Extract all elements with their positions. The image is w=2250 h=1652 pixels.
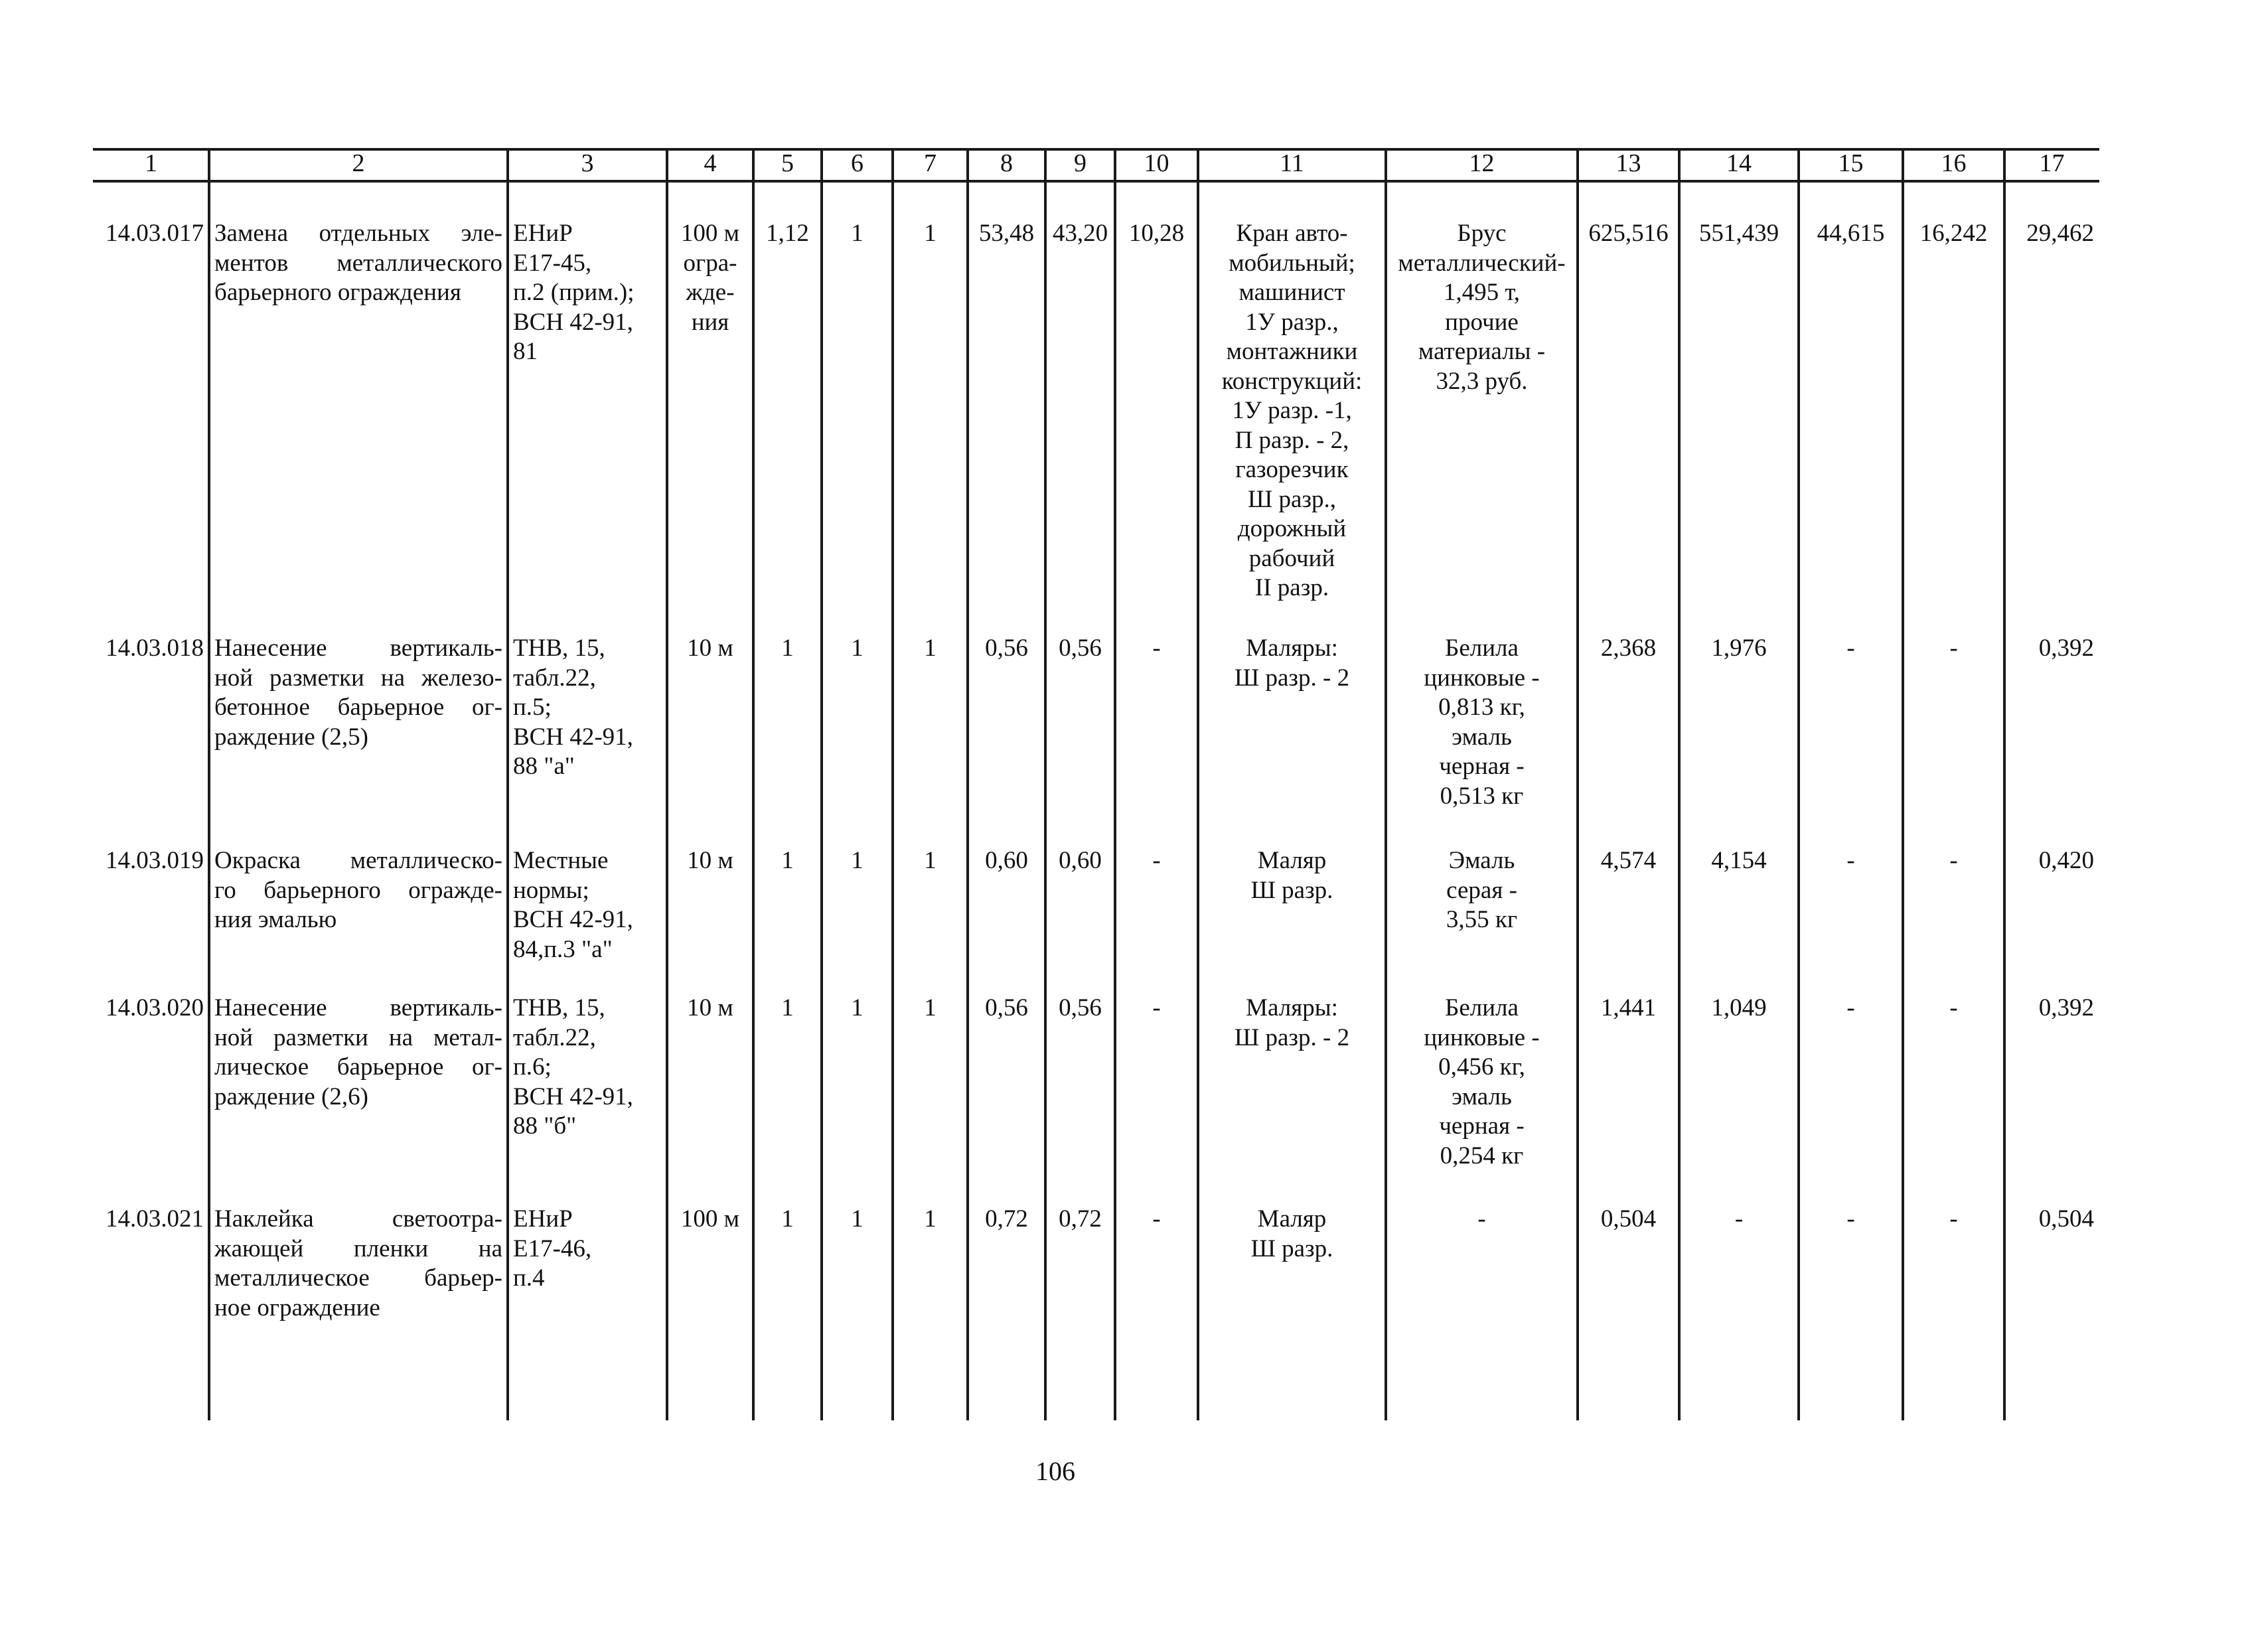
row-materials-line: 32,3 руб. [1436, 367, 1528, 395]
row-col-16 [1908, 219, 1999, 249]
row-col-14 [1685, 846, 1793, 876]
row-col-6-line: 1 [851, 1205, 863, 1233]
row-col-16 [1908, 846, 1999, 876]
row-norm-reference-line: Местные [513, 847, 609, 874]
row-col-15-line: - [1846, 1205, 1855, 1233]
row-norm-reference-line: ВСН 42-91, [513, 906, 633, 933]
row-unit [672, 634, 748, 664]
row-col-10 [1120, 634, 1193, 664]
row-col-17 [2010, 634, 2094, 664]
row-unit-line: ния [691, 308, 729, 336]
column-divider [506, 148, 509, 1420]
row-work-name-line: жающей пленки на [214, 1235, 502, 1262]
column-header-9: 9 [1074, 149, 1087, 177]
row-unit-line: огра- [683, 249, 737, 277]
row-col-8 [973, 994, 1040, 1023]
row-norm-reference-line: 88 "а" [513, 753, 575, 780]
row-norm-reference-line: нормы; [513, 876, 589, 904]
row-col-15 [1804, 994, 1898, 1023]
row-col-5-line: 1 [781, 847, 794, 874]
row-work-name-line: раждение (2,6) [214, 1083, 368, 1110]
row-norm-reference-line: 84,п.3 "а" [513, 935, 613, 963]
row-materials [1391, 634, 1572, 811]
row-workers-line: 1У разр., [1245, 308, 1339, 336]
row-norm-reference [513, 219, 662, 367]
row-col-5 [759, 219, 816, 249]
row-workers-line: газорезчик [1235, 456, 1349, 483]
row-norm-reference-line: табл.22, [513, 664, 596, 692]
row-col-13 [1583, 846, 1674, 876]
row-norm-reference-line: ВСН 42-91, [513, 308, 633, 336]
row-col-13-line: 2,368 [1600, 635, 1657, 662]
row-col-13 [1583, 634, 1674, 664]
row-col-9-line: 0,72 [1059, 1205, 1102, 1233]
row-code [98, 1205, 204, 1235]
row-col-13 [1583, 1205, 1674, 1235]
row-col-10-line: 10,28 [1128, 220, 1185, 247]
row-materials-line: цинковые - [1424, 1023, 1540, 1051]
row-workers [1203, 1205, 1381, 1264]
row-workers-line: Кран авто- [1236, 220, 1348, 247]
row-materials-line: цинковые - [1424, 664, 1540, 692]
row-col-15-line: - [1846, 635, 1855, 662]
row-col-8 [973, 1205, 1040, 1235]
row-col-9 [1051, 994, 1110, 1023]
row-col-8-line: 53,48 [978, 220, 1035, 247]
row-col-17-line: 0,392 [2038, 994, 2094, 1021]
column-divider [666, 148, 668, 1420]
column-header-7: 7 [924, 149, 937, 177]
row-unit-line: 100 м [680, 1205, 740, 1233]
row-col-9-line: 0,56 [1059, 994, 1102, 1021]
row-col-17 [2010, 219, 2094, 249]
row-materials-line: черная - [1439, 1112, 1525, 1140]
row-materials-line: черная - [1439, 753, 1525, 780]
row-col-15-line: 44,615 [1817, 220, 1885, 247]
row-col-10-line: - [1152, 847, 1161, 874]
column-divider [1797, 148, 1800, 1420]
row-materials-line: 0,813 кг, [1438, 694, 1525, 721]
row-workers-line: Ш разр. [1250, 1235, 1333, 1262]
row-materials [1391, 219, 1572, 396]
row-norm-reference-line: ВСН 42-91, [513, 1083, 633, 1110]
row-work-name [214, 846, 502, 935]
row-col-14-line: - [1734, 1205, 1744, 1233]
row-col-6 [827, 1205, 887, 1235]
column-header-1: 1 [145, 149, 157, 177]
row-col-17-line: 0,504 [2038, 1205, 2094, 1233]
row-col-16-line: - [1949, 847, 1958, 874]
row-col-8 [973, 219, 1040, 249]
row-unit-line: жде- [686, 279, 735, 306]
row-work-name-line: Замена отдельных эле- [214, 220, 502, 247]
column-divider [752, 148, 755, 1420]
row-workers-line: Ш разр. [1250, 876, 1333, 904]
row-materials-line: эмаль [1452, 723, 1512, 751]
row-col-14-line: 551,439 [1698, 220, 1779, 247]
row-unit-line: 10 м [687, 847, 733, 874]
row-norm-reference-line: Е17-46, [513, 1235, 592, 1262]
row-norm-reference-line: ТНВ, 15, [513, 635, 605, 662]
row-workers-line: Ш разр. - 2 [1234, 664, 1350, 692]
row-col-14 [1685, 219, 1793, 249]
row-workers-line: П разр. - 2, [1235, 426, 1349, 454]
row-code [98, 634, 204, 664]
row-col-6-line: 1 [851, 635, 863, 662]
row-norm-reference [513, 846, 662, 964]
row-col-15 [1804, 634, 1898, 664]
row-workers [1203, 846, 1381, 905]
row-materials-line: серая - [1446, 876, 1517, 904]
row-col-16-line: - [1949, 994, 1958, 1021]
column-header-2: 2 [352, 149, 365, 177]
row-work-name-line: Окраска металлическо- [214, 847, 502, 874]
row-col-17-line: 29,462 [2026, 220, 2094, 247]
row-col-5 [759, 846, 816, 876]
column-divider [1385, 148, 1387, 1420]
row-workers [1203, 634, 1381, 693]
row-norm-reference-line: Е17-45, [513, 249, 592, 277]
row-code [98, 846, 204, 876]
row-workers-line: рабочий [1248, 544, 1335, 572]
row-col-17-line: 0,392 [2038, 635, 2094, 662]
page-number: 106 [1035, 1456, 1075, 1486]
row-col-13-line: 0,504 [1600, 1205, 1657, 1233]
row-materials-line: прочие [1445, 308, 1519, 336]
row-workers-line: Ш разр. - 2 [1234, 1023, 1350, 1051]
row-col-9-line: 0,60 [1059, 847, 1102, 874]
row-col-9 [1051, 846, 1110, 876]
row-workers-line: монтажники [1226, 338, 1358, 365]
row-col-16 [1908, 634, 1999, 664]
row-workers-line: Маляры: [1246, 994, 1338, 1021]
row-col-7 [898, 1205, 962, 1235]
row-norm-reference-line: табл.22, [513, 1023, 596, 1051]
row-col-5 [759, 634, 816, 664]
row-work-name-line: лическое барьерное ог- [214, 1053, 502, 1081]
row-work-name-line: ментов металлического [214, 249, 502, 277]
row-col-14 [1685, 634, 1793, 664]
row-materials-line: - [1477, 1205, 1486, 1233]
row-workers-line: 1У разр. -1, [1232, 397, 1352, 424]
row-work-name-line: ния эмалью [214, 906, 337, 933]
column-header-4: 4 [704, 149, 717, 177]
row-col-8 [973, 846, 1040, 876]
row-col-14-line: 1,049 [1711, 994, 1767, 1021]
column-divider [1576, 148, 1579, 1420]
row-norm-reference-line: п.2 (прим.); [513, 279, 635, 306]
row-col-13 [1583, 994, 1674, 1023]
row-col-17 [2010, 994, 2094, 1023]
row-col-8-line: 0,56 [985, 994, 1028, 1021]
row-work-name-line: металлическое барьер- [214, 1264, 502, 1292]
row-norm-reference-line: п.4 [513, 1264, 545, 1292]
row-unit [672, 994, 748, 1023]
row-workers-line: машинист [1238, 279, 1345, 306]
row-col-17-line: 0,420 [2038, 847, 2094, 874]
column-divider [891, 148, 894, 1420]
column-header-3: 3 [581, 149, 594, 177]
row-materials [1391, 994, 1572, 1171]
row-norm-reference-line: п.6; [513, 1053, 552, 1081]
row-col-6 [827, 219, 887, 249]
row-materials-line: эмаль [1452, 1083, 1512, 1110]
row-col-9 [1051, 1205, 1110, 1235]
column-divider [1114, 148, 1116, 1420]
row-work-name [214, 994, 502, 1112]
row-norm-reference-line: ТНВ, 15, [513, 994, 605, 1021]
row-workers-line: дорожный [1237, 515, 1347, 542]
column-header-14: 14 [1726, 149, 1752, 177]
column-divider [1197, 148, 1199, 1420]
row-col-16 [1908, 994, 1999, 1023]
row-code [98, 219, 204, 249]
row-col-8 [973, 634, 1040, 664]
row-materials-line: Белила [1445, 635, 1519, 662]
row-col-7 [898, 634, 962, 664]
row-work-name [214, 634, 502, 752]
row-materials [1391, 846, 1572, 935]
column-divider [820, 148, 823, 1420]
row-materials-line: 0,254 кг [1440, 1142, 1524, 1169]
row-col-6 [827, 846, 887, 876]
row-col-6 [827, 634, 887, 664]
column-divider [2003, 148, 2006, 1420]
row-workers-line: мобильный; [1229, 249, 1355, 277]
row-col-8-line: 0,72 [985, 1205, 1028, 1233]
row-work-name-line: Нанесение вертикаль- [214, 994, 502, 1021]
row-col-17 [2010, 1205, 2094, 1235]
row-materials-line: 0,513 кг [1440, 782, 1524, 810]
row-norm-reference-line: 88 "б" [513, 1112, 577, 1140]
row-col-9-line: 0,56 [1059, 635, 1102, 662]
row-col-5-line: 1 [781, 994, 794, 1021]
row-code [98, 994, 204, 1023]
row-code-line: 14.03.017 [106, 220, 204, 247]
row-work-name-line: раждение (2,5) [214, 723, 368, 751]
row-col-6-line: 1 [851, 220, 863, 247]
column-header-11: 11 [1280, 149, 1304, 177]
row-col-7-line: 1 [924, 994, 937, 1021]
row-norm-reference-line: 81 [513, 338, 538, 365]
row-col-6 [827, 994, 887, 1023]
row-code-line: 14.03.020 [106, 994, 204, 1021]
row-norm-reference-line: п.5; [513, 694, 552, 721]
row-code-line: 14.03.019 [106, 847, 204, 874]
column-divider [966, 148, 969, 1420]
column-divider [1678, 148, 1681, 1420]
row-norm-reference [513, 634, 662, 782]
column-header-13: 13 [1615, 149, 1641, 177]
row-code-line: 14.03.018 [106, 635, 204, 662]
row-workers-line: Маляр [1257, 1205, 1327, 1233]
column-header-16: 16 [1941, 149, 1967, 177]
row-col-16 [1908, 1205, 1999, 1235]
row-col-17 [2010, 846, 2094, 876]
column-divider [208, 148, 210, 1420]
row-col-13 [1583, 219, 1674, 249]
row-col-7-line: 1 [924, 220, 937, 247]
column-header-6: 6 [851, 149, 863, 177]
row-col-16-line: - [1949, 635, 1958, 662]
row-unit [672, 219, 748, 337]
row-workers [1203, 994, 1381, 1053]
row-norm-reference [513, 994, 662, 1142]
row-materials-line: материалы - [1418, 338, 1546, 365]
row-col-16-line: - [1949, 1205, 1958, 1233]
row-work-name-line: го барьерного огражде- [214, 876, 502, 904]
column-divider [1902, 148, 1904, 1420]
row-unit-line: 10 м [687, 635, 733, 662]
row-materials-line: металлический- [1398, 249, 1566, 277]
row-materials-line: Брус [1457, 220, 1507, 247]
row-work-name-line: Наклейка светоотра- [214, 1205, 502, 1233]
row-col-16-line: 16,242 [1919, 220, 1988, 247]
row-materials-line: 1,495 т, [1443, 279, 1521, 306]
row-workers-line: Маляр [1257, 847, 1327, 874]
row-work-name-line: барьерного ограждения [214, 279, 461, 306]
row-col-6-line: 1 [851, 994, 863, 1021]
row-col-10 [1120, 994, 1193, 1023]
row-col-7-line: 1 [924, 847, 937, 874]
row-work-name [214, 1205, 502, 1323]
row-col-15 [1804, 846, 1898, 876]
row-work-name-line: ное ограждение [214, 1294, 380, 1321]
row-materials [1391, 1205, 1572, 1235]
row-col-13-line: 4,574 [1600, 847, 1657, 874]
row-col-9 [1051, 219, 1110, 249]
row-workers-line: II разр. [1254, 574, 1329, 601]
row-col-10 [1120, 846, 1193, 876]
row-work-name-line: ной разметки на железо- [214, 664, 502, 692]
row-col-15-line: - [1846, 994, 1855, 1021]
row-col-10-line: - [1152, 635, 1161, 662]
row-col-6-line: 1 [851, 847, 863, 874]
row-col-7 [898, 219, 962, 249]
row-col-5 [759, 994, 816, 1023]
row-col-8-line: 0,60 [985, 847, 1028, 874]
row-norm-reference-line: ЕНиР [513, 1205, 573, 1233]
row-materials-line: Эмаль [1448, 847, 1515, 874]
row-col-10 [1120, 1205, 1193, 1235]
row-col-10-line: - [1152, 1205, 1161, 1233]
row-col-9 [1051, 634, 1110, 664]
column-header-8: 8 [1000, 149, 1013, 177]
row-norm-reference-line: ЕНиР [513, 220, 573, 247]
column-header-15: 15 [1838, 149, 1864, 177]
row-col-14 [1685, 994, 1793, 1023]
row-col-15-line: - [1846, 847, 1855, 874]
row-workers-line: конструкций: [1221, 367, 1363, 395]
row-col-8-line: 0,56 [985, 635, 1028, 662]
row-materials-line: 0,456 кг, [1438, 1053, 1525, 1081]
row-col-5 [759, 1205, 816, 1235]
row-workers [1203, 219, 1381, 603]
row-materials-line: Белила [1445, 994, 1519, 1021]
row-col-5-line: 1 [781, 1205, 794, 1233]
row-col-7-line: 1 [924, 635, 937, 662]
row-work-name-line: ной разметки на метал- [214, 1023, 502, 1051]
column-header-10: 10 [1144, 149, 1169, 177]
row-unit-line: 100 м [680, 220, 740, 247]
column-header-17: 17 [2039, 149, 2065, 177]
row-workers-line: Ш разр., [1247, 485, 1337, 513]
row-col-5-line: 1 [781, 635, 794, 662]
row-work-name [214, 219, 502, 308]
row-work-name-line: Нанесение вертикаль- [214, 635, 502, 662]
row-norm-reference-line: ВСН 42-91, [513, 723, 633, 751]
row-code-line: 14.03.021 [106, 1205, 204, 1233]
column-header-12: 12 [1469, 149, 1495, 177]
row-col-13-line: 1,441 [1600, 994, 1657, 1021]
row-work-name-line: бетонное барьерное ог- [214, 694, 502, 721]
row-col-7 [898, 846, 962, 876]
row-col-14 [1685, 1205, 1793, 1235]
row-norm-reference [513, 1205, 662, 1294]
row-col-7-line: 1 [924, 1205, 937, 1233]
row-workers-line: Маляры: [1246, 635, 1338, 662]
column-divider [1044, 148, 1047, 1420]
row-col-10-line: - [1152, 994, 1161, 1021]
row-col-10 [1120, 219, 1193, 249]
row-col-15 [1804, 219, 1898, 249]
row-col-7 [898, 994, 962, 1023]
row-col-5-line: 1,12 [766, 220, 809, 247]
row-col-15 [1804, 1205, 1898, 1235]
row-unit [672, 846, 748, 876]
row-unit-line: 10 м [687, 994, 733, 1021]
row-materials-line: 3,55 кг [1446, 906, 1518, 933]
row-col-9-line: 43,20 [1052, 220, 1108, 247]
row-unit [672, 1205, 748, 1235]
row-col-14-line: 4,154 [1711, 847, 1767, 874]
column-header-5: 5 [781, 149, 794, 177]
row-col-13-line: 625,516 [1588, 220, 1669, 247]
row-col-14-line: 1,976 [1711, 635, 1767, 662]
